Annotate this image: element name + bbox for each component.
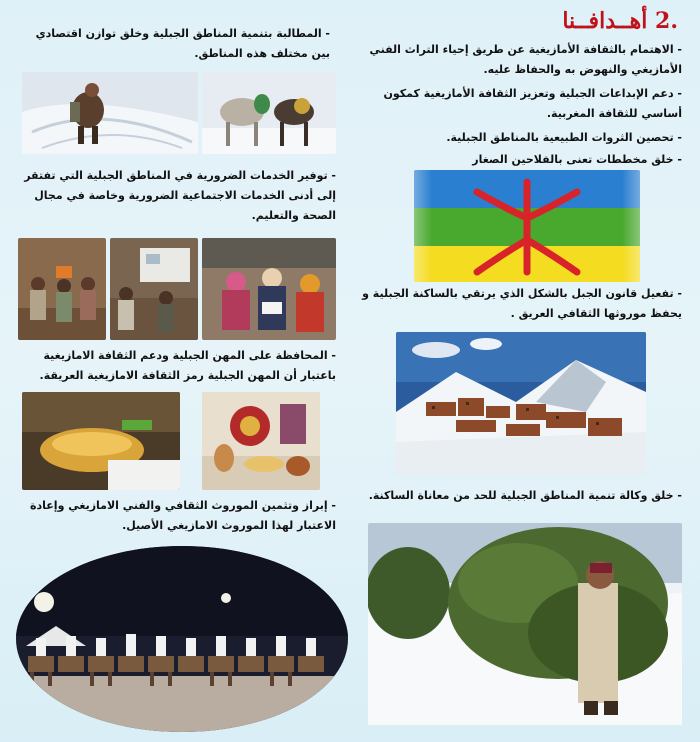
- goal-text-1: - الاهتمام بالثقافة الأمازيغية عن طريق إحياء التراث الفني الأمازيغي والنهوض به والحفاظ عليه.: [369, 43, 682, 76]
- person-walking-snow-image: [22, 72, 198, 154]
- mountain-village-image: [396, 332, 646, 474]
- goal-text-2: - دعم الإبداعات الجبلية وتعزيز الثقافة الأمازيغية كمكون أساسي للثقافة المغربية.: [383, 87, 682, 120]
- demand-text-3: - المحافظة على المهن الجبلية ودعم الثقافة الامازيغية باعتبار أن المهن الجبلية رمز الثقافة الامازيغية العريقة.: [39, 349, 336, 382]
- demand-text-1: - المطالبة بتنمية المناطق الجبلية وخلق توازن اقتصادي بين مختلف هذه المناطق.: [35, 27, 330, 60]
- page-title: .2 أهــدافــنا: [562, 8, 678, 34]
- goal-text-3: - تحصين الثروات الطبيعية بالمناطق الجبلية.: [446, 131, 682, 144]
- amazigh-flag-image: [414, 170, 640, 282]
- woman-carrying-branches-image: [368, 523, 682, 725]
- flag-icon: [414, 170, 640, 282]
- goal-text-6: - خلق وكالة تنمية المناطق الجبلية للحد من معاناة الساكنة.: [368, 489, 682, 502]
- demand-text-4: - إبراز وتثمين الموروث الثقافي والفني الامازيغي وإعادة الاعتبار لهذا الموروث الامازيغي الأصيل.: [30, 499, 336, 532]
- goal-text-5: - تفعيل قانون الجبل بالشكل الذي يرتقي بالساكنة الجبلية و يحفظ موروثها الثقافي العريق .: [362, 287, 682, 320]
- women-reading-class-image: [202, 238, 336, 340]
- honey-craft-image: [22, 392, 180, 490]
- demand-text-2: - توفير الخدمات الضرورية في المناطق الجبلية التي تفتقر إلى أدنى الخدمات الاجتماعية الضرورية وخاصة في مجال الصحة والتعليم.: [24, 169, 336, 222]
- medical-aid-people-image: [18, 238, 106, 340]
- pottery-crafts-image: [202, 392, 320, 490]
- mules-snow-image: [202, 72, 336, 154]
- fantasia-horsemen-image: [16, 546, 348, 732]
- mobile-clinic-image: [110, 238, 198, 340]
- goal-text-4: - خلق مخططات تعنى بالفلاحين الصغار: [472, 153, 682, 166]
